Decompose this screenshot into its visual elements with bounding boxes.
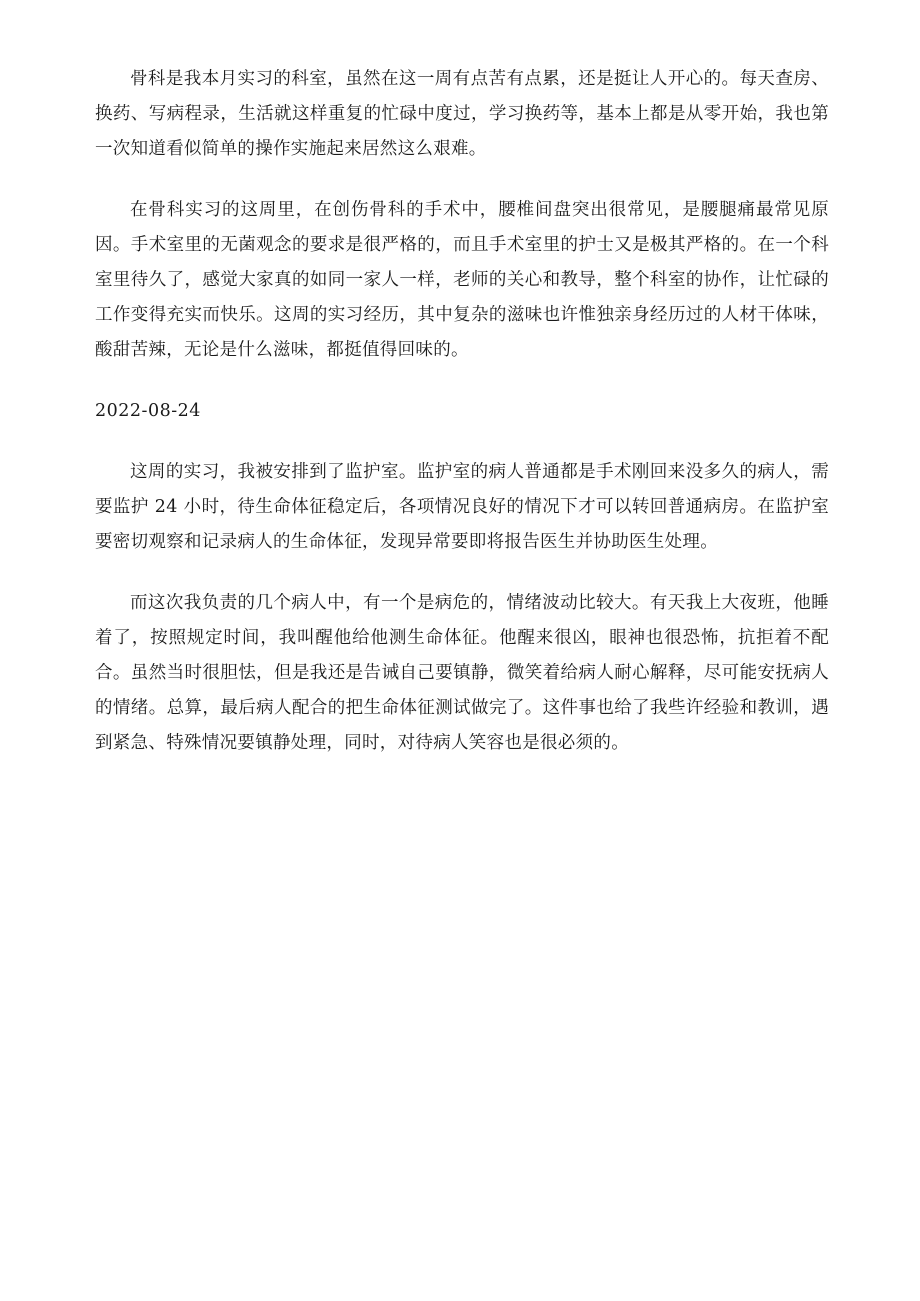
paragraph-night-shift-patient: 而这次我负责的几个病人中，有一个是病危的，情绪波动比较大。有天我上大夜班，他睡着了，按照规定时间，我叫醒他给他测生命体征。他醒来很凶，眼神也很恐怖，抗拒着不配合。虽然当时很胆怯，但是我还是告诫自己要镇静，微笑着给病人耐心解释，尽可能安抚病人的情绪。总算，最后病人配合的把生命体征测试做完了。这件事也给了我些许经验和教训，遇到紧急、特殊情况要镇静处理，同时，对待病人笑容也是很必须的。	[95, 593, 829, 753]
document-body	[95, 62, 829, 787]
paragraph-orthopedics-week: 在骨科实习的这周里，在创伤骨科的手术中，腰椎间盘突出很常见，是腰腿痛最常见原因。手术室里的无菌观念的要求是很严格的，而且手术室里的护士又是极其严格的。在一个科室里待久了，感觉大家真的如同一家人一样，老师的关心和教导，整个科室的协作，让忙碌的工作变得充实而快乐。这周的实习经历，其中复杂的滋味也许惟独亲身经历过的人材干体味，酸甜苦辣，无论是什么滋味，都挺值得回味的。	[95, 200, 829, 360]
entry-date: 2022-08-24	[95, 401, 201, 421]
paragraph-icu-assignment: 这周的实习，我被安排到了监护室。监护室的病人普通都是手术刚回来没多久的病人，需要监护 24 小时，待生命体征稳定后，各项情况良好的情况下才可以转回普通病房。在监护室要密切观察和记录病人的生命体征，发现异常要即将报告医生并协助医生处理。	[95, 462, 829, 552]
paragraph-orthopedics-intro: 骨科是我本月实习的科室，虽然在这一周有点苦有点累，还是挺让人开心的。每天查房、换药、写病程录，生活就这样重复的忙碌中度过，学习换药等，基本上都是从零开始，我也第一次知道看似简单的操作实施起来居然这么艰难。	[95, 69, 829, 159]
